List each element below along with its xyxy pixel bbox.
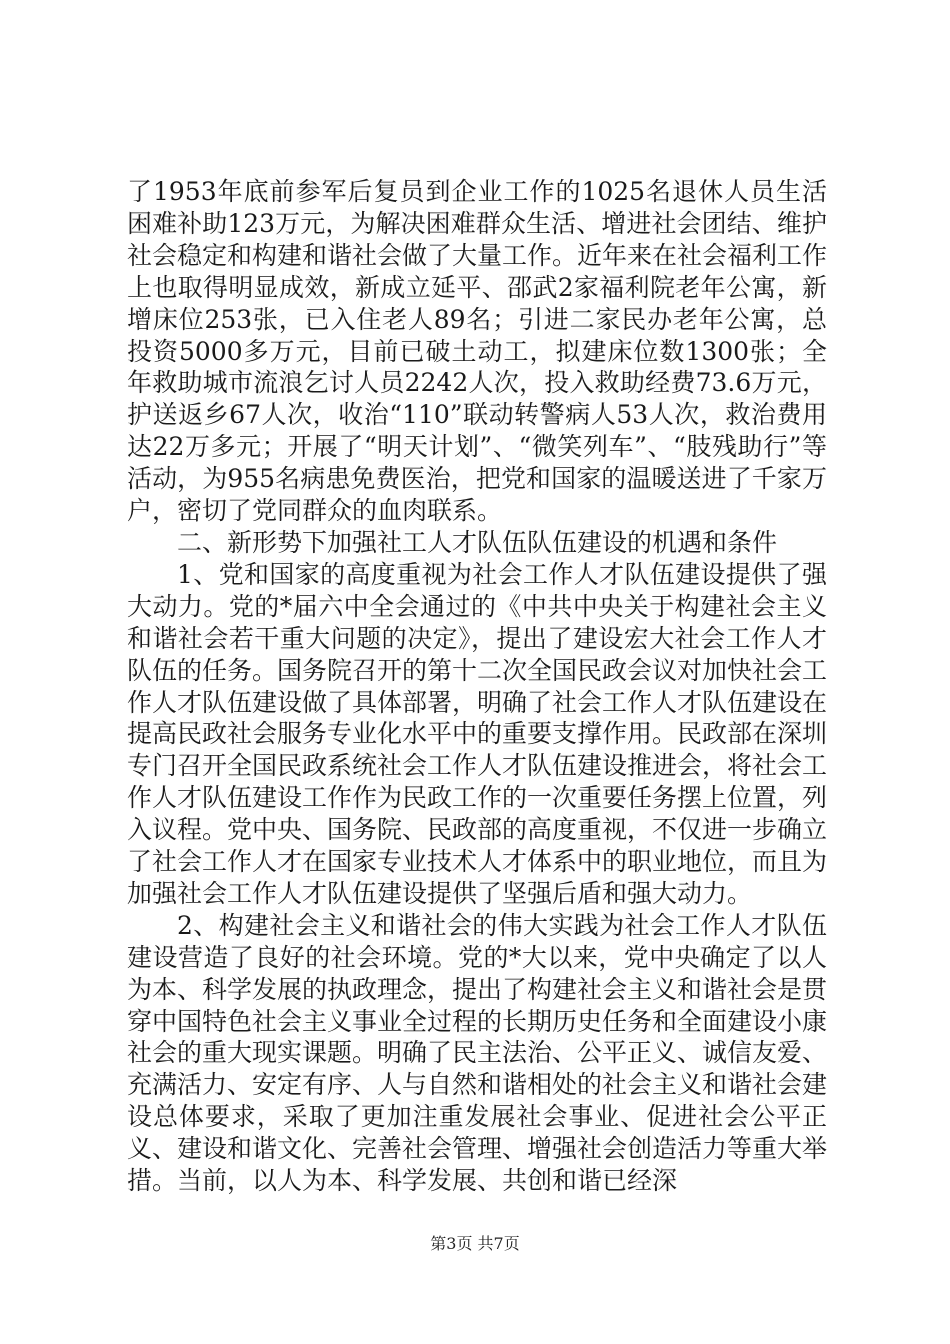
section-heading: 二、新形势下加强社工人才队伍队伍建设的机遇和条件 [177, 527, 778, 557]
document-body [127, 176, 827, 1197]
paragraph: 1、党和国家的高度重视为社会工作人才队伍建设提供了强大动力。党的*届六中全会通过的《中共中央关于构建社会主义和谐社会若干重大问题的决定》，提出了建设宏大社会工作人才队伍的任务。国务院召开的第十二次全国民政会议对加快社会工作人才队伍建设做了具体部署，明确了社会工作人才队伍建设在提高民政社会服务专业化水平中的重要支撑作用。民政部在深圳专门召开全国民政系统社会工作人才队伍建设推进会，将社会工作人才队伍建设工作作为民政工作的一次重要任务摆上位置，列入议程。党中央、国务院、民政部的高度重视，不仅进一步确立了社会工作人才在国家专业技术人才体系中的职业地位，而且为加强社会工作人才队伍建设提供了坚强后盾和强大动力。 [127, 559, 828, 908]
paragraph: 了1953年底前参军后复员到企业工作的1025名退休人员生活困难补助123万元，为解决困难群众生活、增进社会团结、维护社会稳定和构建和谐社会做了大量工作。近年来在社会福利工作上也取得明显成效，新成立延平、邵武2家福利院老年公寓，新增床位253张，已入住老人89名；引进二家民办老年公寓，总投资5000多万元，目前已破土动工，拟建床位数1300张；全年救助城市流浪乞讨人员2242人次，投入救助经费73.6万元，护送返乡67人次，收治“110”联动转警病人53人次，救治费用达22万多元；开展了“明天计划”、“微笑列车”、“肢残助行”等活动，为955名病患免费医治，把党和国家的温暖送进了千家万户，密切了党同群众的血肉联系。 [127, 177, 828, 526]
paragraph: 2、构建社会主义和谐社会的伟大实践为社会工作人才队伍建设营造了良好的社会环境。党的*大以来，党中央确定了以人为本、科学发展的执政理念，提出了构建社会主义和谐社会是贯穿中国特色社会主义事业全过程的长期历史任务和全面建设小康社会的重大现实课题。明确了民主法治、公平正义、诚信友爱、充满活力、安定有序、人与自然和谐相处的社会主义和谐社会建设总体要求，采取了更加注重发展社会事业、促进社会公平正义、建设和谐文化、完善社会管理、增强社会创造活力等重大举措。当前，以人为本、科学发展、共创和谐已经深 [127, 910, 828, 1196]
page-footer: 第3页 共7页 [430, 1234, 520, 1253]
